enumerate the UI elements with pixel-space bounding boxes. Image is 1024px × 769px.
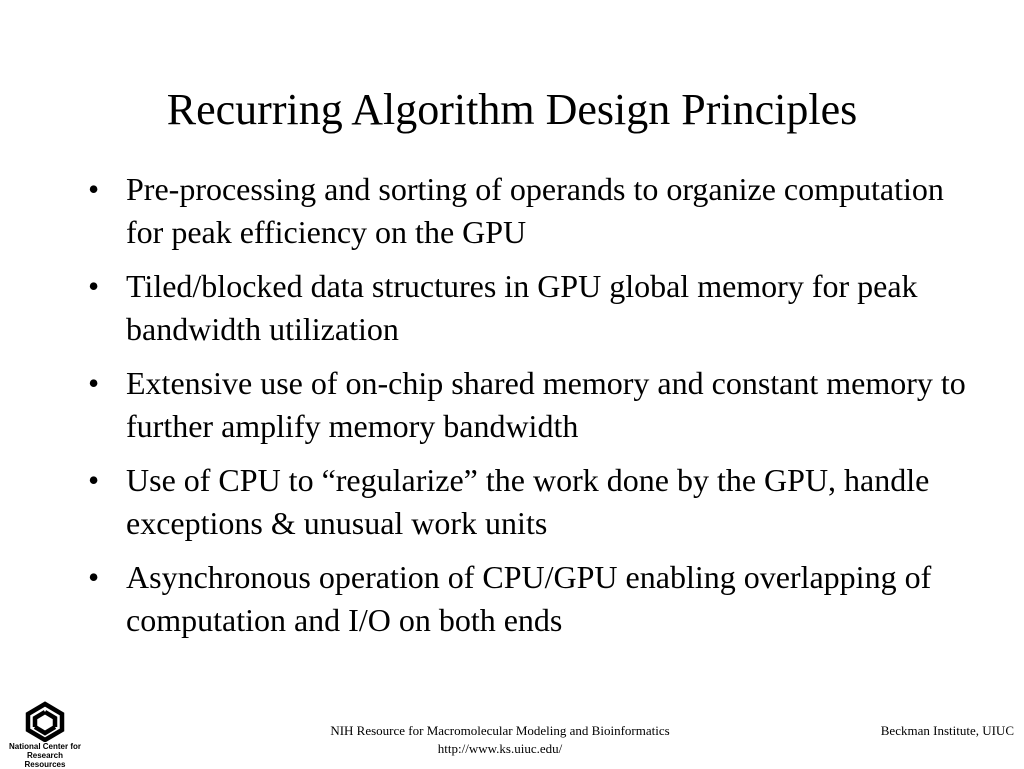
bullet-mark: •	[88, 559, 100, 595]
footer-url: http://www.ks.uiuc.edu/	[437, 741, 563, 756]
bullet-list	[88, 168, 988, 653]
logo-caption-line: National Center for	[8, 742, 81, 751]
bullet-mark: •	[88, 462, 100, 498]
footer-center	[260, 722, 740, 758]
bullet-text: Pre-processing and sorting of operands to organize computation for peak efficiency on the GPU	[126, 171, 944, 250]
logo-caption	[8, 742, 82, 769]
bullet-mark: •	[88, 268, 100, 304]
bullet-text: Use of CPU to “regularize” the work done by the GPU, handle exceptions & unusual work units	[126, 462, 930, 541]
slide-title: Recurring Algorithm Design Principles	[166, 85, 858, 134]
footer-resource-name: NIH Resource for Macromolecular Modeling and Bioinformatics	[330, 723, 670, 738]
bullet-mark: •	[88, 365, 100, 401]
bullet-item	[88, 556, 988, 642]
logo-caption-line: Research Resources	[24, 751, 66, 769]
bullet-item	[88, 168, 988, 254]
bullet-mark: •	[88, 171, 100, 207]
bullet-item	[88, 459, 988, 545]
ncrr-logo-icon	[18, 700, 72, 742]
bullet-item	[88, 265, 988, 351]
bullet-item	[88, 362, 988, 448]
bullet-text: Extensive use of on-chip shared memory and constant memory to further amplify memory bandwidth	[126, 365, 966, 444]
bullet-text: Asynchronous operation of CPU/GPU enabling overlapping of computation and I/O on both ends	[126, 559, 932, 638]
bullet-text: Tiled/blocked data structures in GPU global memory for peak bandwidth utilization	[126, 268, 918, 347]
footer-institute: Beckman Institute, UIUC	[880, 723, 1014, 738]
ncrr-logo	[8, 700, 82, 769]
